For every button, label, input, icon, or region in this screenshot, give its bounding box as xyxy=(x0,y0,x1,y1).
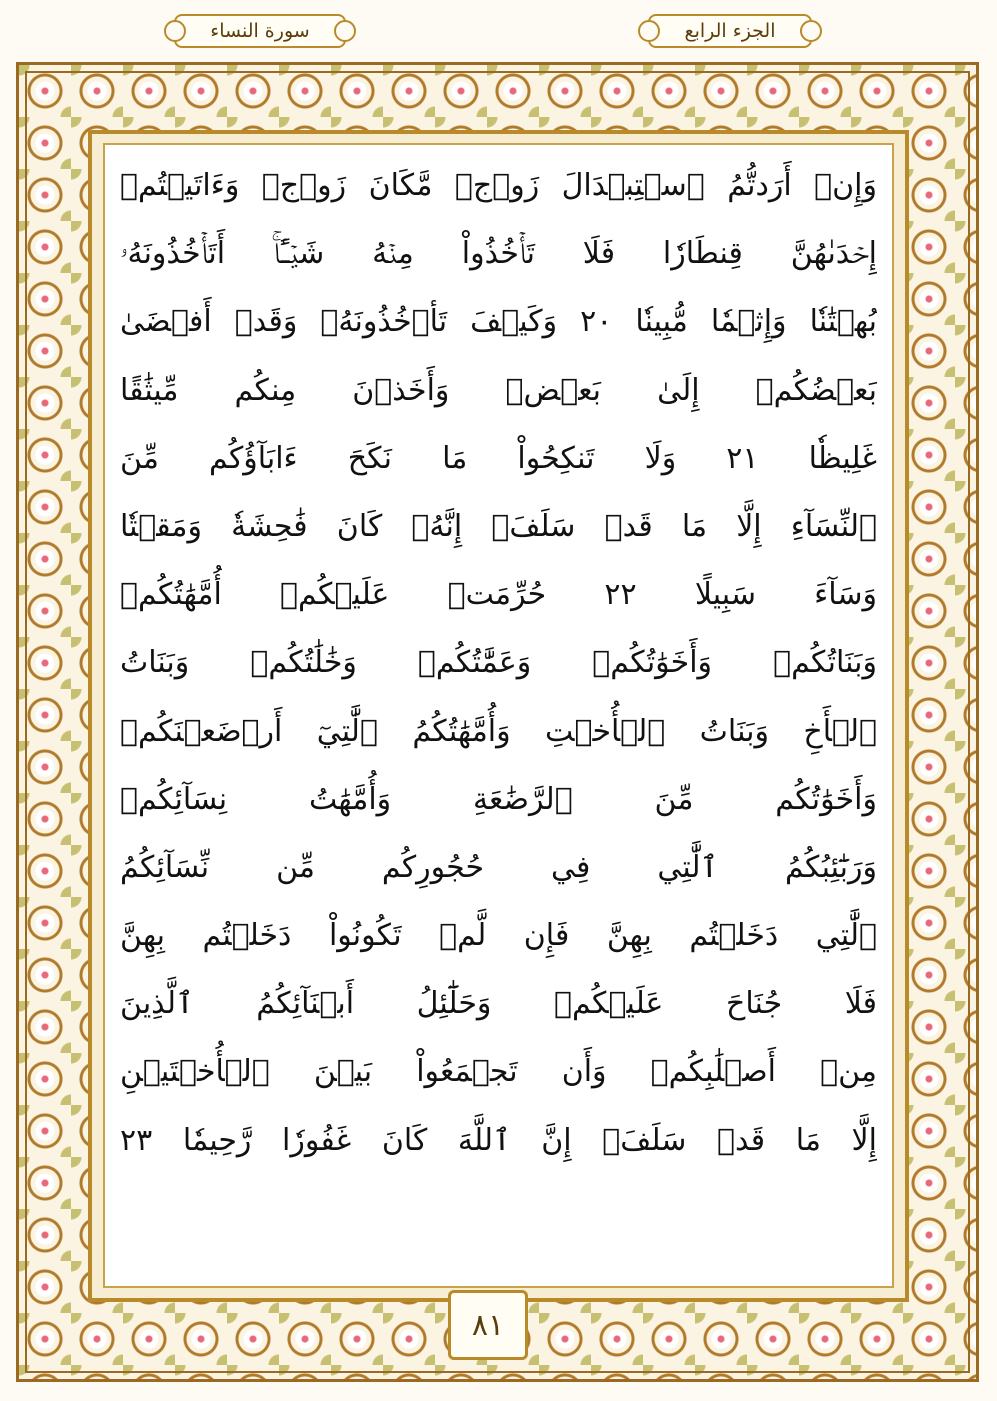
verse-line-7: وَسَآءَ سَبِيلًا ٢٢ حُرِّمَتۡ عَلَيۡكُمۡ أُمَّهَٰتُكُمۡ xyxy=(120,577,877,613)
verse-block xyxy=(120,152,877,1175)
verse-line-3: بُهۡتَٰنٗا وَإِثۡمٗا مُّبِينٗا ٢٠ وَكَيۡفَ تَأۡخُذُونَهُۥ وَقَدۡ أَفۡضَىٰ xyxy=(120,304,877,340)
surah-title: سورة النساء xyxy=(210,20,310,42)
verse-line-4: بَعۡضُكُمۡ إِلَىٰ بَعۡضٖ وَأَخَذۡنَ مِنكُم مِّيثَٰقًا xyxy=(120,372,877,408)
verse-line-9: ٱلۡأَخِ وَبَنَاتُ ٱلۡأُخۡتِ وَأُمَّهَٰتُكُمُ ٱلَّٰتِيٓ أَرۡضَعۡنَكُمۡ xyxy=(120,713,877,749)
verse-line-13: فَلَا جُنَاحَ عَلَيۡكُمۡ وَحَلَٰٓئِلُ أَبۡنَآئِكُمُ ٱلَّذِينَ xyxy=(120,986,877,1022)
juz-title: الجزء الرابع xyxy=(684,20,776,42)
verse-line-1: وَإِنۡ أَرَدتُّمُ ٱسۡتِبۡدَالَ زَوۡجٖ مَّكَانَ زَوۡجٖ وَءَاتَيۡتُمۡ xyxy=(120,168,877,203)
verse-line-11: وَرَبَٰٓئِبُكُمُ ٱلَّٰتِي فِي حُجُورِكُم مِّن نِّسَآئِكُمُ xyxy=(120,849,877,885)
verse-line-6: ٱلنِّسَآءِ إِلَّا مَا قَدۡ سَلَفَۚ إِنَّهُۥ كَانَ فَٰحِشَةٗ وَمَقۡتٗا xyxy=(120,508,877,544)
verse-line-12: ٱلَّٰتِي دَخَلۡتُم بِهِنَّ فَإِن لَّمۡ تَكُونُواْ دَخَلۡتُم بِهِنَّ xyxy=(120,918,877,954)
verse-line-14: مِنۡ أَصۡلَٰبِكُمۡ وَأَن تَجۡمَعُواْ بَيۡنَ ٱلۡأُخۡتَيۡنِ xyxy=(120,1054,877,1090)
verse-line-5: غَلِيظٗا ٢١ وَلَا تَنكِحُواْ مَا نَكَحَ ءَابَآؤُكُم مِّنَ xyxy=(120,440,877,476)
page-number: ٨١ xyxy=(448,1290,528,1360)
juz-title-cartouche xyxy=(640,14,820,48)
verse-line-10: وَأَخَوَٰتُكُم مِّنَ ٱلرَّضَٰعَةِ وَأُمَّهَٰتُ نِسَآئِكُمۡ xyxy=(120,781,877,817)
verse-line-15: إِلَّا مَا قَدۡ سَلَفَۗ إِنَّ ٱللَّهَ كَانَ غَفُورٗا رَّحِيمٗا ٢٣ xyxy=(120,1122,877,1158)
verse-line-8: وَبَنَاتُكُمۡ وَأَخَوَٰتُكُمۡ وَعَمَّٰتُكُمۡ وَخَٰلَٰتُكُمۡ وَبَنَاتُ xyxy=(120,645,877,681)
verse-line-2: إِحۡدَىٰهُنَّ قِنطَارٗا فَلَا تَأۡخُذُواْ مِنۡهُ شَيۡـًٔاۚ أَتَأۡخُذُونَهُۥ xyxy=(120,236,877,272)
surah-title-cartouche xyxy=(165,14,355,48)
